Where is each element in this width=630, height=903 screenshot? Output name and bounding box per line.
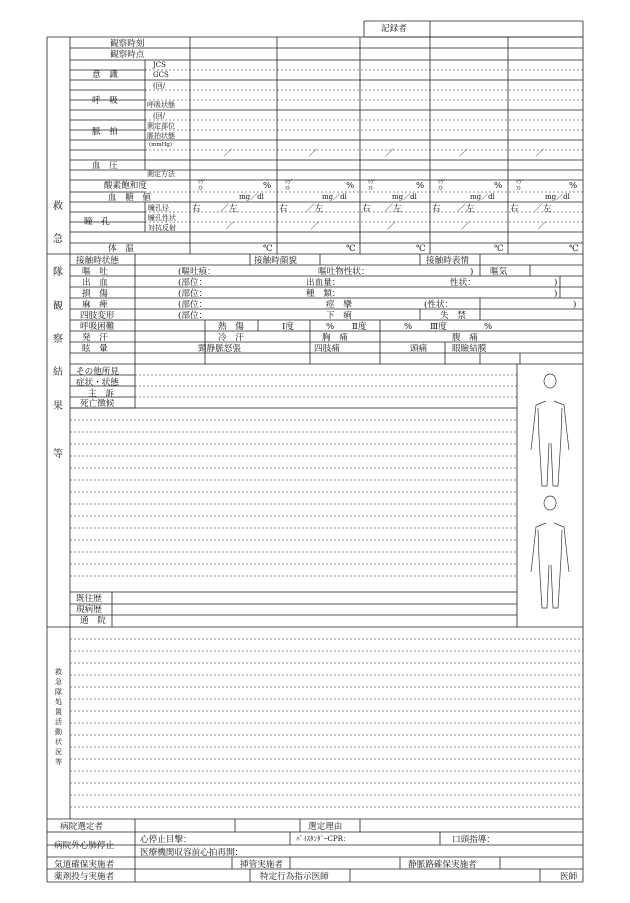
percent-unit: % [494, 181, 503, 191]
bleeding-label: 出 血 [82, 278, 108, 288]
bystander-cpr-label: ﾊﾞｲｽﾀﾝﾀﾞｰCPR： [296, 835, 350, 843]
hospital-selector-label: 病院選定者 [60, 822, 103, 832]
pupil-left: ／左 [220, 204, 238, 214]
intubation-person-label: 挿管実施者 [240, 860, 283, 870]
pupil-left: ／左 [384, 204, 402, 214]
nausea-label: 嘔気 [490, 267, 508, 277]
treatment-title-char: 隊 [55, 688, 62, 696]
jcs-label: JCS [153, 61, 166, 69]
spasm-character-label: (性状： [424, 300, 454, 310]
oral-instruction-label: 口頭指導： [452, 835, 495, 845]
sat-mark: ﾘﾌﾞ ｽﾄ [198, 180, 207, 192]
burn-degree-2: Ⅱ度 [352, 322, 367, 332]
treatment-title-char: 置 [55, 708, 62, 716]
bleeding-site-label: (部位： [178, 278, 208, 288]
side-title-char: 察 [53, 334, 63, 345]
side-title-char: 等 [53, 449, 63, 460]
percent-unit: % [484, 322, 493, 332]
pupil-right: 右 [192, 204, 201, 214]
consciousness-label: 意 識 [92, 70, 118, 80]
dizziness-label: 眩 暈 [82, 344, 108, 354]
sat-mark: ﾘﾌﾞ ｽﾄ [368, 180, 377, 192]
vomit-trace-label: (嘔吐痕： [178, 267, 216, 277]
bp-slash: ／ [535, 149, 545, 159]
treatment-title-char: 急 [55, 678, 62, 686]
dyspnea-label: 呼吸困難 [80, 322, 115, 332]
reflex-slash: ／ [225, 222, 235, 232]
percent-unit: % [326, 322, 335, 332]
burn-degree-3: Ⅲ度 [430, 322, 447, 332]
iv-person-label: 静脈路確保実施者 [408, 860, 477, 870]
body-back-diagram [531, 496, 569, 608]
percent-unit: % [569, 181, 578, 191]
bleeding-character-label: 性状： [450, 278, 476, 288]
bp-slash: ／ [308, 149, 318, 159]
close-paren: ) [554, 289, 558, 299]
ohca-label: 病院外心肺停止 [54, 841, 115, 851]
pupil-right: 右 [279, 204, 288, 214]
recorder-label: 記録者 [381, 24, 407, 34]
sat-mark: ﾘﾌﾞ ｽﾄ [285, 180, 294, 192]
percent-unit: % [416, 181, 425, 191]
pupil-right: 右 [362, 204, 371, 214]
treatment-title-char: 救 [55, 668, 62, 676]
hospital-visit-label: 通 院 [80, 616, 106, 626]
injury-site-label: (部位： [178, 289, 208, 299]
pupil-left: ／左 [457, 204, 475, 214]
burn-degree-1: Ⅰ度 [282, 322, 294, 332]
sat-mark: ﾘﾌﾞ ｽﾄ [438, 180, 447, 192]
sat-mark: ﾘﾌﾞ ｽﾄ [516, 180, 525, 192]
close-paren: ) [470, 267, 474, 277]
celsius-unit: ℃ [263, 244, 273, 254]
conjunctiva-label: 眼瞼結膜 [452, 344, 487, 354]
side-title-char: 結 [53, 367, 63, 378]
pupil-left: ／左 [306, 204, 324, 214]
pupil-label: 瞳 孔 [84, 217, 110, 227]
bp-slash: ／ [223, 149, 233, 159]
sweat-label: 発 汗 [82, 333, 108, 343]
observation-time-label: 観察時刻 [110, 39, 145, 49]
pulse-label: 脈 拍 [92, 127, 118, 137]
drug-person-label: 薬剤投与実施者 [54, 872, 115, 882]
percent-unit: % [263, 181, 272, 191]
incontinence-label: 失 禁 [440, 311, 466, 321]
contact-face-label: 接触時顔貌 [254, 256, 297, 266]
pulse-state-label: 脈拍状態 [147, 132, 175, 140]
cold-sweat-label: 冷 汗 [218, 333, 244, 343]
side-title-char: 果 [53, 401, 63, 412]
vomit-content-label: 嘔吐物性状： [318, 267, 370, 277]
body-front-diagram [531, 374, 569, 486]
reflex-slash: ／ [461, 222, 470, 232]
light-reflex-label: 対抗反射 [148, 224, 176, 232]
jvd-label: 頸静脈怒張 [198, 344, 241, 354]
death-signs-label: 死亡徴候 [80, 399, 115, 409]
pupil-shape-label: 瞳孔性状 [148, 214, 176, 222]
bp-slash: ／ [459, 149, 468, 159]
mgdl-unit: mg／dl [470, 193, 495, 201]
mmhg-label: (mmHg) [149, 142, 173, 148]
mgdl-unit: mg／dl [545, 193, 570, 201]
respiration-label: 呼 吸 [92, 96, 118, 106]
treatment-title-char: 処 [55, 698, 62, 706]
arrest-witness-label: 心停止目撃： [140, 835, 192, 845]
resp-state-label: 呼吸状態 [147, 101, 175, 109]
bleed-amount-label: 出血量： [306, 278, 341, 288]
pulse-rate-label: (回/ [153, 112, 166, 120]
resp-rate-label: (回/ [153, 82, 166, 90]
celsius-unit: ℃ [416, 244, 426, 254]
percent-unit: % [346, 181, 355, 191]
past-history-label: 既往歴 [76, 594, 102, 604]
airway-person-label: 気道確保実施者 [54, 860, 115, 870]
observation-point-label: 観察時点 [110, 50, 145, 60]
close-paren: ) [573, 300, 577, 310]
spasm-label: 痙 攣 [326, 300, 352, 310]
paralysis-label: 麻 痺 [82, 300, 108, 310]
measure-site-label: 測定部位 [147, 122, 175, 130]
mgdl-unit: mg／dl [239, 193, 264, 201]
chest-pain-label: 胸 痛 [322, 333, 348, 343]
celsius-unit: ℃ [346, 244, 356, 254]
celsius-unit: ℃ [494, 244, 504, 254]
limb-pain-label: 四肢痛 [314, 344, 340, 354]
blood-pressure-label: 血 圧 [92, 161, 118, 171]
deformity-label: 四肢変形 [80, 311, 115, 321]
injury-kind-label: 種 類： [306, 289, 341, 299]
bp-slash: ／ [385, 149, 394, 159]
doctor-label: 医師 [560, 872, 578, 882]
glucose-label: 血 糖 値 [108, 193, 151, 203]
mgdl-unit: mg／dl [392, 193, 417, 201]
paralysis-site-label: (部位： [178, 300, 208, 310]
reflex-slash: ／ [310, 222, 320, 232]
deformity-site-label: (部位： [178, 311, 208, 321]
pupil-diameter-label: 瞳孔径 [148, 204, 169, 212]
celsius-unit: ℃ [569, 244, 579, 254]
treatment-title-char: 等 [55, 758, 62, 766]
treatment-title-char: 況 [55, 748, 62, 756]
treatment-title-char: 活 [55, 718, 62, 726]
diarrhea-label: 下 痢 [326, 311, 352, 321]
side-title-char: 救 [53, 201, 63, 212]
gcs-label: GCS [153, 71, 169, 79]
measure-method-label: 測定方法 [147, 170, 175, 178]
present-illness-label: 現病歴 [76, 605, 102, 615]
side-title-char: 隊 [53, 267, 63, 278]
burn-label: 熱 傷 [218, 322, 244, 332]
vomit-label: 嘔 吐 [82, 267, 108, 277]
pupil-right: 右 [510, 204, 519, 214]
directing-doctor-label: 特定行為指示医師 [260, 872, 329, 882]
pupil-right: 右 [432, 204, 441, 214]
treatment-title-char: 状 [55, 738, 62, 746]
reflex-slash: ／ [537, 222, 547, 232]
rosc-label: 医療機関収容前心拍再開： [140, 848, 244, 858]
contact-state-label: 接触時状態 [76, 256, 119, 266]
side-title-char: 急 [53, 234, 63, 245]
body-temp-label: 体 温 [108, 244, 134, 254]
symptoms-label: 症状・状態 [76, 378, 119, 388]
mgdl-unit: mg／dl [322, 193, 347, 201]
percent-unit: % [404, 322, 413, 332]
complaint-label: 主 訴 [88, 389, 114, 399]
reflex-slash: ／ [387, 222, 396, 232]
contact-expression-label: 接触時表情 [426, 256, 469, 266]
pupil-left: ／左 [534, 204, 552, 214]
abdominal-pain-label: 腹 痛 [452, 333, 478, 343]
selection-reason-label: 選定理由 [308, 822, 343, 832]
treatment-title-char: 動 [55, 728, 62, 736]
side-title-char: 観 [53, 301, 63, 312]
close-paren: ) [554, 278, 558, 288]
headache-label: 頭痛 [410, 344, 428, 354]
injury-label: 損 傷 [82, 289, 108, 299]
other-findings-label: その他所見 [76, 367, 119, 377]
spo2-label: 酸素飽和度 [104, 181, 147, 191]
